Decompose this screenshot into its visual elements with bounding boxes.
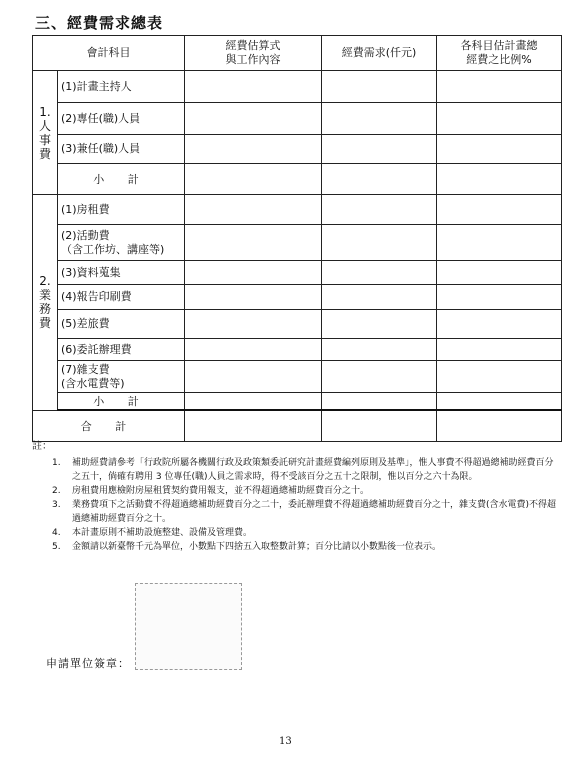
header-item: 會計科目 [33,36,185,71]
note-text: 業務費項下之活動費不得超過總補助經費百分之二十，委託辦理費不得超過總補助經費百分之十，雜支費(含水電費)不得超過總補助經費百分之十。 [72,500,557,524]
note-number: 5. [52,542,61,552]
header-amount: 經費需求(仟元) [322,36,437,71]
table-header-row [33,36,562,71]
ratio-cell[interactable] [437,410,562,441]
table-row [33,361,562,393]
page-title: 三、經費需求總表 [35,14,164,32]
note-number: 2. [52,486,61,496]
ratio-cell[interactable] [437,339,562,361]
note-text: 本計畫原則不補助設施整建、設備及管理費。 [72,528,253,538]
notes-section [32,440,562,554]
estimate-cell[interactable] [185,361,322,393]
amount-cell[interactable] [322,310,437,339]
header-ratio-line2: 經費之比例% [466,53,532,66]
estimate-cell[interactable] [185,285,322,310]
table-row [33,135,562,164]
amount-cell[interactable] [322,195,437,225]
estimate-cell[interactable] [185,339,322,361]
estimate-cell[interactable] [185,135,322,164]
ratio-cell[interactable] [437,164,562,195]
item-label: (2)專任(職)人員 [58,103,185,135]
header-ratio-line1: 各科目估計畫總 [460,39,538,52]
subtotal-row [33,393,562,411]
notes-label: 註： [32,441,52,452]
table-row [33,261,562,285]
amount-cell[interactable] [322,339,437,361]
category-personnel-label: 1. 人 事 費 [33,71,58,195]
ratio-cell[interactable] [437,310,562,339]
estimate-cell[interactable] [185,103,322,135]
item-label: (3)兼任(職)人員 [58,135,185,164]
estimate-cell[interactable] [185,195,322,225]
item-label: (1)房租費 [58,195,185,225]
item-label: (2)活動費 （含工作坊、講座等) [58,225,185,261]
ratio-cell[interactable] [437,361,562,393]
subtotal-label: 小 計 [58,164,185,195]
ratio-cell[interactable] [437,225,562,261]
header-estimate-line1: 經費估算式 [225,39,281,52]
amount-cell[interactable] [322,410,437,441]
item-label: (4)報告印刷費 [58,285,185,310]
total-label: 合 計 [33,410,185,441]
item-label: (1)計畫主持人 [58,71,185,103]
note-item [52,540,562,554]
note-text: 金額請以新臺幣千元為單位，小數點下四捨五入取整數計算；百分比請以小數點後一位表示。 [72,542,442,552]
total-row [33,410,562,441]
amount-cell[interactable] [322,71,437,103]
signature-box[interactable] [135,583,242,670]
table-row [33,225,562,261]
table-row [33,285,562,310]
amount-cell[interactable] [322,103,437,135]
estimate-cell[interactable] [185,310,322,339]
table-row [33,339,562,361]
item-label: (6)委託辦理費 [58,339,185,361]
subtotal-row [33,164,562,195]
amount-cell[interactable] [322,285,437,310]
category-operating-label: 2. 業 務 費 [33,195,58,411]
note-text: 補助經費請參考「行政院所屬各機關行政及政策類委託研究計畫經費編列原則及基準」，惟人事費不得超過總補助經費百分之五十，倘確有聘用 3 位專任(職)人員之需求時，得不受該百分之五十之限制，惟以百分之六十為限。 [72,458,554,482]
amount-cell[interactable] [322,261,437,285]
ratio-cell[interactable] [437,71,562,103]
ratio-cell[interactable] [437,135,562,164]
amount-cell[interactable] [322,135,437,164]
subtotal-label: 小 計 [58,393,185,411]
amount-cell[interactable] [322,225,437,261]
ratio-cell[interactable] [437,393,562,411]
signature-label: 申請單位簽章： [46,657,130,670]
item-label: (5)差旅費 [58,310,185,339]
table-row [33,71,562,103]
estimate-cell[interactable] [185,393,322,411]
ratio-cell[interactable] [437,261,562,285]
estimate-cell[interactable] [185,261,322,285]
page-number: 13 [279,736,292,747]
note-text: 房租費用應檢附房屋租賃契約費用報支，並不得超過總補助經費百分之十。 [72,486,370,496]
table-row [33,195,562,225]
note-number: 1. [52,458,61,468]
estimate-cell[interactable] [185,410,322,441]
ratio-cell[interactable] [437,103,562,135]
note-number: 4. [52,528,61,538]
header-estimate-line2: 與工作內容 [225,53,281,66]
amount-cell[interactable] [322,164,437,195]
header-ratio [437,36,562,71]
item-label: (3)資料蒐集 [58,261,185,285]
estimate-cell[interactable] [185,164,322,195]
amount-cell[interactable] [322,361,437,393]
note-number: 3. [52,500,61,510]
ratio-cell[interactable] [437,285,562,310]
budget-table [32,35,562,442]
header-estimate [185,36,322,71]
estimate-cell[interactable] [185,225,322,261]
estimate-cell[interactable] [185,71,322,103]
note-item [52,498,562,526]
note-item [52,484,562,498]
item-label: (7)雜支費 (含水電費等) [58,361,185,393]
note-item [52,526,562,540]
table-row [33,103,562,135]
note-item [52,456,562,484]
amount-cell[interactable] [322,393,437,411]
table-row [33,310,562,339]
ratio-cell[interactable] [437,195,562,225]
